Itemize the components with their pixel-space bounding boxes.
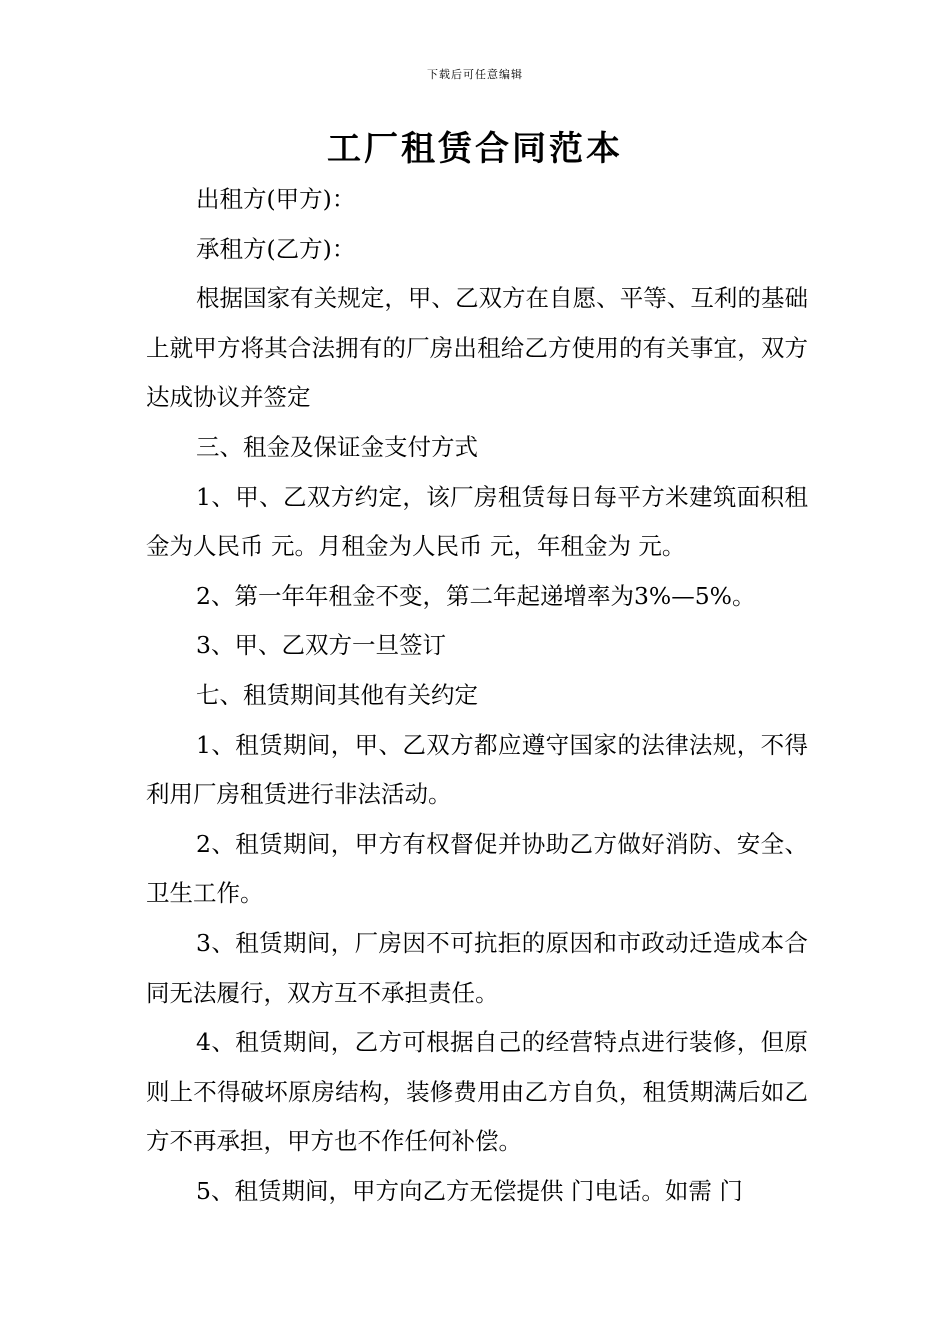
preamble-paragraph: 根据国家有关规定，甲、乙双方在自愿、平等、互利的基础上就甲方将其合法拥有的厂房出租给乙方使用的有关事宜，双方达成协议并签定	[146, 284, 808, 412]
other-clause-2: 2、租赁期间，甲方有权督促并协助乙方做好消防、安全、卫生工作。	[146, 829, 808, 908]
other-clause-5: 5、租赁期间，甲方向乙方无偿提供 门电话。如需 门	[196, 1176, 743, 1205]
section-heading-rent: 三、租金及保证金支付方式	[196, 432, 478, 461]
other-clause-1: 1、租赁期间，甲、乙双方都应遵守国家的法律法规，不得利用厂房租赁进行非法活动。	[146, 730, 808, 809]
rent-clause-2: 2、第一年年租金不变，第二年起递增率为3%—5%。	[196, 581, 756, 610]
section-heading-other: 七、租赁期间其他有关约定	[196, 680, 478, 709]
other-clause-3: 3、租赁期间，厂房因不可抗拒的原因和市政动迁造成本合同无法履行，双方互不承担责任。	[146, 928, 808, 1007]
document-title: 工厂租赁合同范本	[327, 129, 623, 169]
rent-clause-3: 3、甲、乙双方一旦签订	[196, 631, 446, 660]
contract-body	[146, 175, 808, 1216]
other-clause-4: 4、租赁期间，乙方可根据自己的经营特点进行装修，但原则上不得破坏原房结构，装修费用由乙方自负，租赁期满后如乙方不再承担，甲方也不作任何补偿。	[146, 1028, 808, 1156]
rent-clause-1: 1、甲、乙双方约定，该厂房租赁每日每平方米建筑面积租金为人民币 元。月租金为人民币 元，年租金为 元。	[146, 482, 808, 561]
header-note: 下载后可任意编辑	[427, 68, 523, 81]
lessor-line: 出租方(甲方)：	[196, 185, 356, 213]
lessee-line: 承租方(乙方)：	[196, 234, 356, 263]
